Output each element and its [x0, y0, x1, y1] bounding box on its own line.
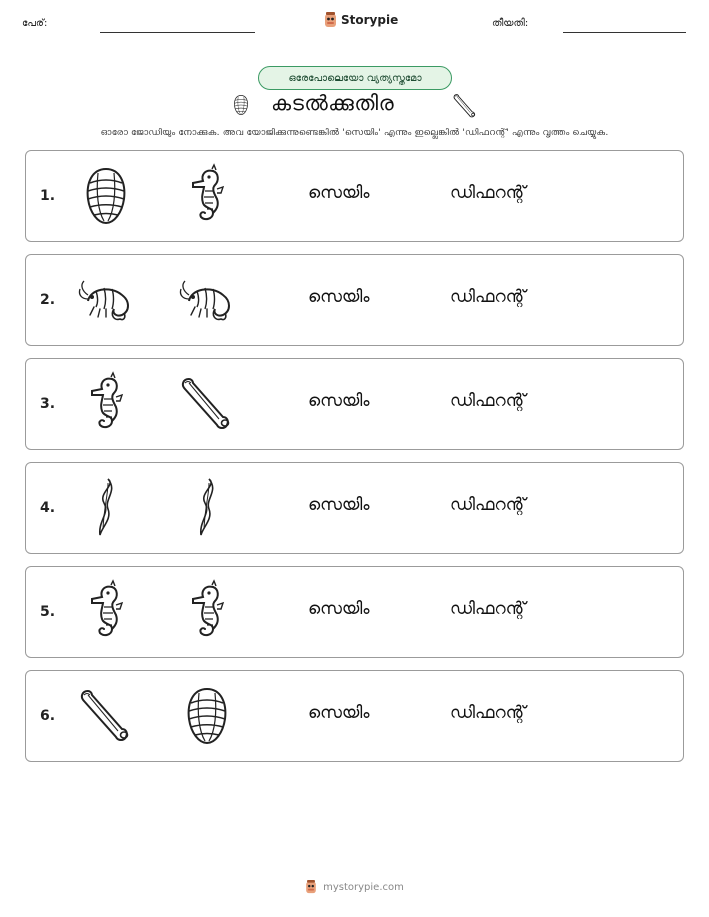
question-number: 5.: [40, 604, 56, 620]
storypie-logo: [324, 12, 398, 28]
different-option[interactable]: ഡിഫറന്റ്: [450, 287, 526, 307]
mascot-icon: [324, 12, 337, 28]
seahorse-icon: [179, 579, 235, 645]
same-option[interactable]: സെയിം: [308, 183, 370, 203]
question-row-2: [25, 254, 684, 346]
seahorse-icon: [78, 371, 134, 437]
question-row-3: [25, 358, 684, 450]
date-field[interactable]: [563, 32, 686, 33]
activity-badge: ഒരേപോലെയോ വ്യത്യസ്തമോ: [258, 66, 452, 90]
instructions: ഓരോ ജോഡിയും നോക്കുക. അവ യോജിക്കുന്നുണ്ടെങ്കിൽ 'സെയിം' എന്നും ഇല്ലെങ്കിൽ 'ഡിഫറന്റ്' എന്നും വൃത്തം ചെയ്യുക.: [100, 127, 609, 138]
shrimp-icon: [78, 267, 134, 333]
question-row-5: [25, 566, 684, 658]
clam-shell-icon: [179, 683, 235, 749]
page-title: കടൽക്കുതിര: [271, 91, 395, 115]
logo-text: Storypie: [341, 13, 399, 27]
question-number: 1.: [40, 188, 56, 204]
title-row: [0, 91, 709, 121]
same-option[interactable]: സെയിം: [308, 391, 370, 411]
seahorse-icon: [179, 163, 235, 229]
question-number: 3.: [40, 396, 56, 412]
question-row-4: [25, 462, 684, 554]
footer-site-link[interactable]: mystorypie.com: [323, 881, 404, 893]
seaweed-icon: [78, 475, 134, 541]
date-label: തീയതി:: [492, 18, 529, 29]
coral-branch-icon: [78, 683, 134, 749]
clam-shell-icon: [78, 163, 134, 229]
name-label: പേര്:: [22, 18, 48, 29]
question-number: 6.: [40, 708, 56, 724]
same-option[interactable]: സെയിം: [308, 703, 370, 723]
same-option[interactable]: സെയിം: [308, 495, 370, 515]
clam-shell-icon: [231, 92, 251, 118]
question-row-1: [25, 150, 684, 242]
footer: [0, 880, 709, 894]
different-option[interactable]: ഡിഫറന്റ്: [450, 391, 526, 411]
coral-branch-icon: [450, 91, 480, 121]
seaweed-icon: [179, 475, 235, 541]
same-option[interactable]: സെയിം: [308, 599, 370, 619]
same-option[interactable]: സെയിം: [308, 287, 370, 307]
question-number: 4.: [40, 500, 56, 516]
different-option[interactable]: ഡിഫറന്റ്: [450, 599, 526, 619]
mascot-icon: [305, 880, 317, 894]
coral-branch-icon: [179, 371, 235, 437]
shrimp-icon: [179, 267, 235, 333]
question-row-6: [25, 670, 684, 762]
name-field[interactable]: [100, 32, 255, 33]
question-number: 2.: [40, 292, 56, 308]
different-option[interactable]: ഡിഫറന്റ്: [450, 183, 526, 203]
seahorse-icon: [78, 579, 134, 645]
different-option[interactable]: ഡിഫറന്റ്: [450, 495, 526, 515]
different-option[interactable]: ഡിഫറന്റ്: [450, 703, 526, 723]
